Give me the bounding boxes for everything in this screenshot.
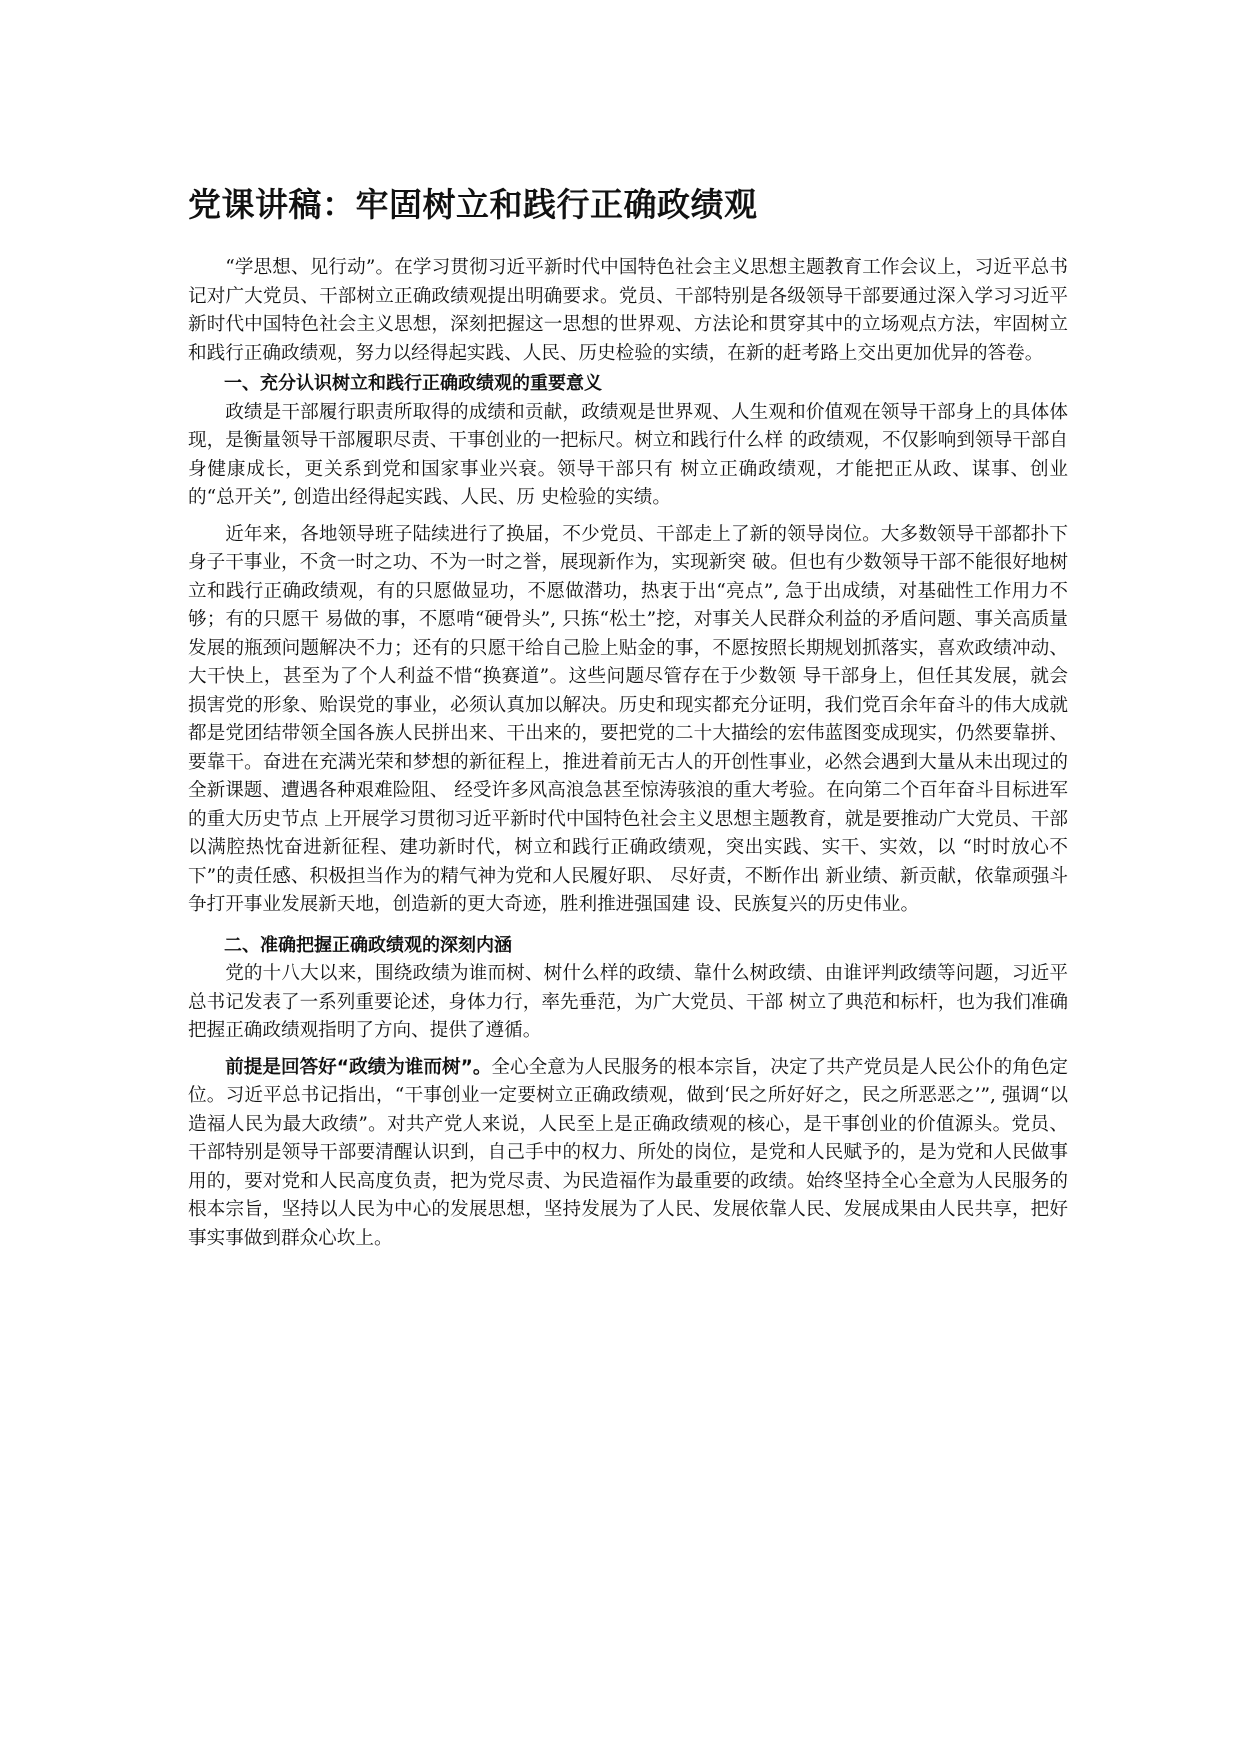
section-1-paragraph-2: 近年来，各地领导班子陆续进行了换届，不少党员、干部走上了新的领导岗位。大多数领导干部都扑下身子干事业，不贪一时之功、不为一时之誉，展现新作为，实现新突 破。但也有少数领导干部不能很好地树立和践行正确政绩观，有的只愿做显功，不愿做潜功，热衷于出“亮点”, 急于出成绩，对基础性工作用力不够；有的只愿干 易做的事，不愿啃“硬骨头”, 只拣“松土”挖，对事关人民群众利益的矛盾问题、事关高质量发展的瓶颈问题解决不力；还有的只愿干给自己脸上贴金的事，不愿按照长期规划抓落实，喜欢政绩冲动、大干快上，甚至为了个人利益不惜“换赛道”。这些问题尽管存在于少数领 导干部身上，但任其发展，就会损害党的形象、贻误党的事业，必须认真加以解决。历史和现实都充分证明，我们党百余年奋斗的伟大成就都是党团结带领全国各族人民拼出来、干出来的，要把党的二十大描绘的宏伟蓝图变成现实，仍然要靠拼、要靠干。奋进在充满光荣和梦想的新征程上，推进着前无古人的开创性事业，必然会遇到大量从未出现过的全新课题、遭遇各种艰难险阻、 经受许多风高浪急甚至惊涛骇浪的重大考验。在向第二个百年奋斗目标进军的重大历史节点 上开展学习贯彻习近平新时代中国特色社会主义思想主题教育，就是要推动广大党员、干部 以满腔热忱奋进新征程、建功新时代，树立和践行正确政绩观，突出实践、实干、实效，以 “时时放心不下”的责任感、积极担当作为的精气神为党和人民履好职、 尽好责，不断作出 新业绩、新贡献，依靠顽强斗争打开事业发展新天地，创造新的更大奇迹，胜利推进强国建 设、民族复兴的历史伟业。 [188,523,1068,915]
section-1-paragraph-1: 政绩是干部履行职责所取得的成绩和贡献，政绩观是世界观、人生观和价值观在领导干部身上的具体体现，是衡量领导干部履职尽责、干事创业的一把标尺。树立和践行什么样 的政绩观，不仅影响到领导干部自身健康成长，更关系到党和国家事业兴衰。领导干部只有 树立正确政绩观，才能把正从政、谋事、创业的“总开关”, 创造出经得起实践、人民、历 史检验的实绩。 [188,401,1068,508]
section-2-paragraph-2 [188,1054,1068,1254]
paragraph-lead-phrase: 前提是回答好“政绩为谁而树”。 [225,1056,492,1078]
section-2-paragraph-1: 党的十八大以来，围绕政绩为谁而树、树什么样的政绩、靠什么树政绩、由谁评判政绩等问题，习近平总书记发表了一系列重要论述，身体力行，率先垂范，为广大党员、干部 树立了典范和标杆，也为我们准确把握正确政绩观指明了方向、提供了遵循。 [188,963,1068,1041]
document-page [188,180,1068,1253]
intro-paragraph: “学思想、见行动”。在学习贯彻习近平新时代中国特色社会主义思想主题教育工作会议上，习近平总书记对广大党员、干部树立正确政绩观提出明确要求。党员、干部特别是各级领导干部要通过深入学习习近平新时代中国特色社会主义思想，深刻把握这一思想的世界观、方法论和贯穿其中的立场观点方法，牢固树立和践行正确政绩观，努力以经得起实践、人民、历史检验的实绩，在新的赶考路上交出更加优异的答卷。 [188,257,1068,364]
section-2-heading: 二、准确把握正确政绩观的深刻内涵 [224,934,512,956]
document-title: 党课讲稿：牢固树立和践行正确政绩观 [188,185,758,224]
paragraph-body-text: 全心全意为人民服务的根本宗旨，决定了共产党员是人民公仆的角色定位。习近平总书记指出，“干事创业一定要树立正确政绩观，做到‘民之所好好之，民之所恶恶之’”, 强调“以造福人民为最大政绩”。对共产党人来说，人民至上是正确政绩观的核心，是干事创业的价值源头。党员、干部特别是领导干部要清醒认识到，自己手中的权力、所处的岗位，是党和人民赋予的，是为党和人民做事用的，要对党和人民高度负责，把为党尽责、为民造福作为最重要的政绩。始终坚持全心全意为人民服务的根本宗旨，坚持以人民为中心的发展思想，坚持发展为了人民、发展依靠人民、发展成果由人民共享，把好事实事做到群众心坎上。 [188,1056,1068,1249]
section-1-heading: 一、充分认识树立和践行正确政绩观的重要意义 [224,373,602,394]
